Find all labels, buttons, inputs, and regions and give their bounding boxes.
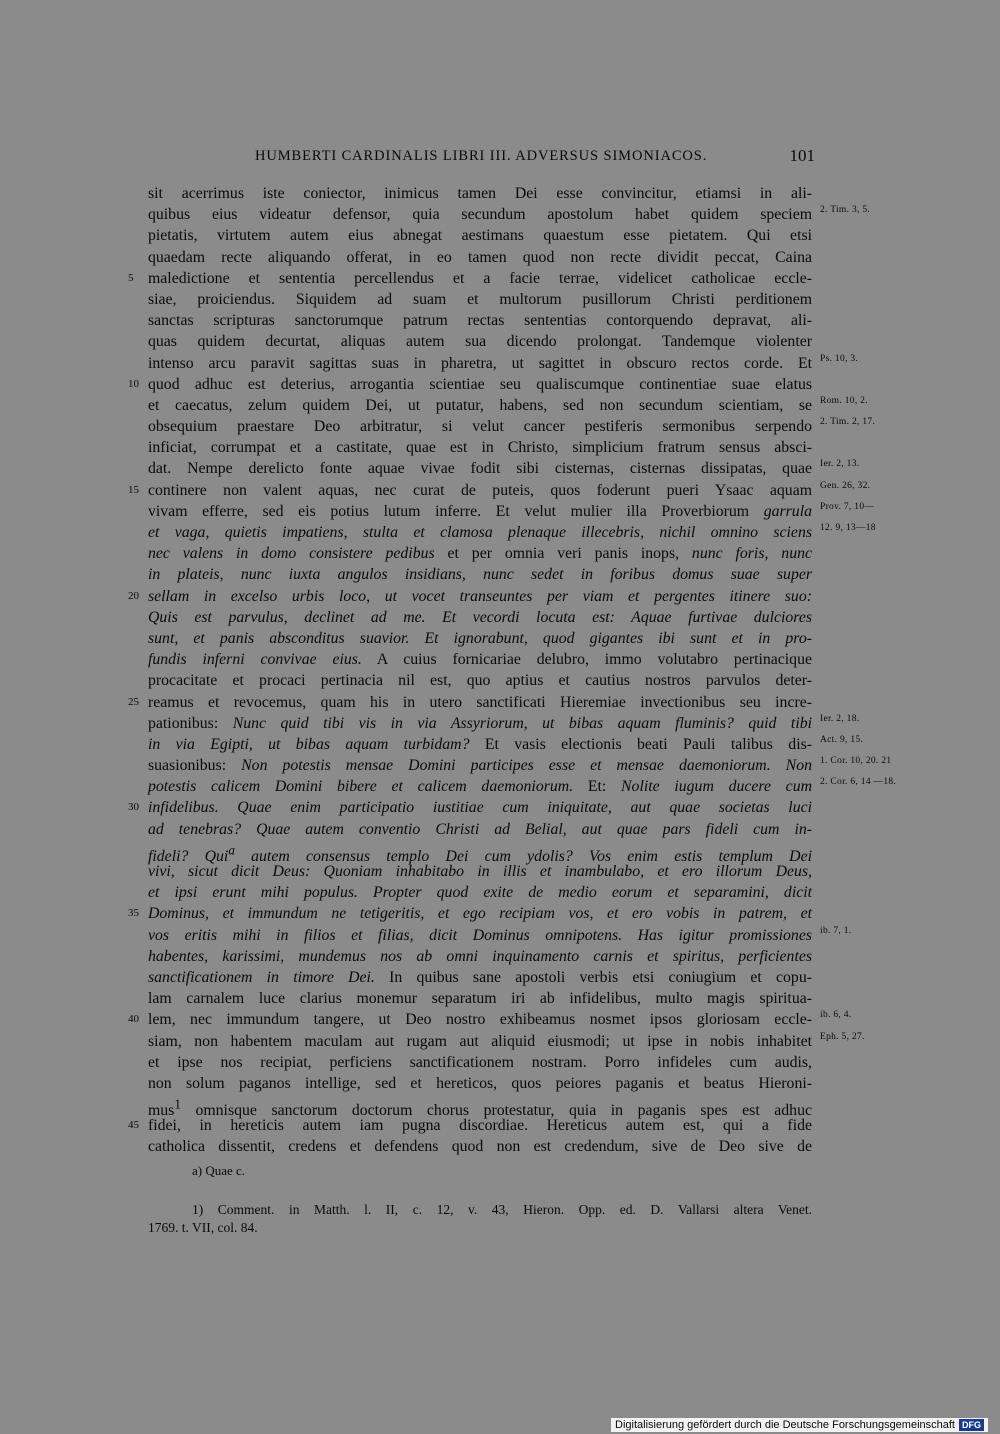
- text-line: [148, 522, 876, 543]
- margin-reference: Gen. 26, 32.: [820, 480, 871, 491]
- text-line: [148, 310, 812, 331]
- text-line: [148, 437, 812, 458]
- text-line: [148, 1052, 812, 1073]
- page-number: 101: [789, 146, 815, 165]
- margin-reference: 1. Cor. 10, 20. 21: [820, 756, 892, 767]
- line-text: sanctificationem in timore Dei. In quibus sane apostoli verbis etsi coniugium et copu-: [148, 968, 812, 986]
- text-line: [148, 755, 892, 776]
- line-text: non solum paganos intellige, sed et hereticos, quos peiores paganis et beatus Hieroni-: [148, 1074, 812, 1092]
- line-text: siam, non habentem maculam aut rugam aut aliquid eiusmodi; ut ipse in nobis inhabitet: [148, 1032, 812, 1050]
- text-line: [148, 988, 812, 1009]
- line-text: catholica dissentit, credens et defendens quod non est credendum, sive de Deo sive de: [148, 1138, 812, 1156]
- margin-reference: 12. 9, 13—18: [820, 523, 876, 533]
- line-number: 20: [128, 589, 139, 602]
- dfg-logo: DFG: [959, 1419, 984, 1431]
- text-line: [148, 564, 812, 585]
- line-number: 5: [128, 271, 134, 284]
- text-line: [148, 225, 812, 246]
- text-line: [148, 395, 868, 416]
- text-line: [148, 183, 812, 204]
- line-text: sunt, et panis absconditus suavior. Et ignorabunt, quod gigantes ibi sunt et in pro-: [148, 629, 812, 647]
- line-text: et vaga, quietis impatiens, stulta et clamosa plenaque illecebris, nichil omnino sciens: [148, 524, 812, 541]
- margin-reference: Eph. 5, 27.: [820, 1031, 865, 1042]
- footnote-1: [192, 1199, 812, 1220]
- text-line: [148, 670, 812, 691]
- margin-reference: Rom. 10, 2.: [820, 395, 868, 406]
- line-text: nec valens in domo consistere pedibus et per omnia veri panis inops, nunc foris, nunc: [148, 545, 813, 563]
- margin-reference: ib. 7, 1.: [820, 925, 852, 936]
- text-line: [148, 734, 864, 755]
- text-line: [148, 628, 812, 649]
- line-text: infidelibus. Quae enim participatio iustitiae cum iniquitate, aut quae societas luci: [148, 799, 812, 817]
- line-text: obsequium praestare Deo arbitratur, si velut cancer pestiferis sermonibus serpendo: [148, 418, 812, 436]
- line-text: sanctas scripturas sanctorumque patrum rectas sententias contorquendo depravat, ali-: [148, 312, 812, 330]
- line-text: reamus et revocemus, quam his in utero sanctificati Hieremiae invectionibus seu incre-: [148, 693, 812, 711]
- line-number: 15: [128, 483, 139, 496]
- text-line: [128, 1115, 812, 1136]
- margin-reference: Ier. 2, 18.: [820, 713, 860, 724]
- text-line: [148, 776, 897, 797]
- margin-reference: Act. 9, 15.: [820, 734, 864, 745]
- text-line: [148, 1031, 865, 1052]
- margin-reference: Ps. 10, 3.: [820, 353, 859, 364]
- text-line: [148, 458, 860, 479]
- line-text: mus$^1$ omnisque sanctorum doctorum chorus protestatur, quia in paganis spes est adhuc: [148, 1097, 812, 1120]
- footnote-1-line2: 1769. t. VII, col. 84.: [148, 1220, 258, 1235]
- line-text: fundis inferni convivae eius. A cuius fornicariae delubro, immo volutabro pertinacique: [148, 651, 812, 669]
- text-line: [128, 374, 812, 395]
- text-line: [148, 1136, 812, 1157]
- line-text: Dominus, et immundum ne tetigeritis, et ego recipiam vos, et ero vobis in patrem, et: [148, 905, 812, 923]
- line-text: lem, nec immundum tangere, ut Deo nostro exhibeamus nosmet ipsos gloriosam eccle-: [148, 1011, 812, 1029]
- line-text: quibus eius videatur defensor, quia secundum apostolum habet quidem speciem: [148, 206, 812, 224]
- text-line: [148, 1073, 812, 1094]
- line-text: siae, proiciendus. Siquidem ad suam et multorum pusillorum Christi perditionem: [148, 290, 812, 308]
- line-number: 25: [128, 695, 139, 708]
- funding-text: Digitalisierung gefördert durch die Deutsche Forschungsgemeinschaft: [615, 1419, 955, 1431]
- line-text: Quis est parvulus, declinet ad me. Et vecordi locuta est: Aquae furtivae dulciores: [148, 608, 812, 626]
- line-text: maledictione et sententia percellendus et a facie terrae, videlicet catholicae eccle-: [148, 269, 812, 287]
- line-text: habentes, karissimi, mundemus nos ab omni inquinamento carnis et spiritus, perficientes: [148, 947, 812, 965]
- line-text: in via Egipti, ut bibas aquam turbidam? Et vasis electionis beati Pauli talibus dis-: [148, 735, 812, 753]
- line-text: sit acerrimus iste coniector, inimicus tamen Dei esse convincitur, etiamsi in ali-: [148, 185, 812, 202]
- text-line: [148, 713, 860, 734]
- footnote-1-line1: 1) Comment. in Matth. l. II, c. 12, v. 43, Hieron. Opp. ed. D. Vallarsi altera Venet.: [192, 1202, 812, 1217]
- margin-reference: Ier. 2, 13.: [820, 459, 860, 470]
- line-text: pationibus: Nunc quid tibi vis in via Assyriorum, ut bibas aquam fluminis? quid tibi: [148, 714, 812, 732]
- text-line: [128, 586, 812, 607]
- line-text: vivam efferre, sed eis potius lutum inferre. Et velut mulier illa Proverbiorum garrula: [148, 502, 812, 520]
- line-text: suasionibus: Non potestis mensae Domini participes esse et mensae daemoniorum. Non: [148, 757, 812, 775]
- line-text: intenso arcu paravit sagittas suas in pharetra, ut sagittet in obscuro rectos corde. Et: [148, 354, 812, 372]
- line-text: procacitate et procaci pertinacia nil est, quo aptius et cautius nostros parvulos deter-: [148, 672, 812, 690]
- header-title: HUMBERTI CARDINALIS LIBRI III. ADVERSUS SIMONIACOS.: [255, 148, 708, 164]
- text-line: [148, 840, 812, 866]
- text-line: [148, 819, 812, 840]
- text-line: [148, 649, 812, 670]
- text-line: [148, 607, 812, 628]
- text-line: [148, 543, 812, 564]
- text-line: [148, 331, 812, 352]
- footnote-a: a) Quae c.: [192, 1163, 246, 1178]
- margin-reference: ib. 6, 4.: [820, 1010, 852, 1021]
- text-line: [148, 289, 812, 310]
- line-text: vos eritis mihi in filios et filias, dicit Dominus omnipotens. Has igitur promissiones: [148, 926, 812, 944]
- text-line: [148, 416, 876, 437]
- text-line: [128, 268, 812, 289]
- line-text: fideli? Qui$^a$ autem consensus templo Dei cum ydolis? Vos enim estis templum Dei: [148, 842, 812, 866]
- funding-footer: [611, 1418, 988, 1432]
- margin-reference: 2. Tim. 3, 5.: [820, 205, 871, 216]
- text-line: [128, 480, 871, 501]
- text-line: [148, 247, 812, 268]
- line-text: lam carnalem luce clarius monemur separatum iri ab infidelibus, multo magis spiritua-: [148, 990, 812, 1008]
- text-line: [148, 861, 812, 882]
- text-line: [128, 903, 812, 924]
- line-number: 30: [128, 801, 139, 814]
- line-number: 40: [128, 1013, 139, 1026]
- line-text: et ipse nos recipiat, perficiens sanctificationem nostram. Porro infideles cum audis,: [148, 1053, 812, 1071]
- text-line: [148, 882, 812, 903]
- line-text: dat. Nempe derelicto fonte aquae vivae fodit sibi cisternas, cisternas dissipatas, quae: [148, 460, 812, 478]
- text-line: [148, 204, 871, 225]
- text-line: [148, 501, 875, 522]
- text-line: [148, 1094, 812, 1120]
- line-text: quod adhuc est deterius, arrogantia scientiae seu qualiscumque continentiae suae elatus: [148, 375, 812, 393]
- line-text: et ipsi erunt mihi populus. Propter quod exite de medio eorum et separamini, dicit: [148, 884, 812, 902]
- text-line: [128, 797, 812, 818]
- line-text: in plateis, nunc iuxta angulos insidians, nunc sedet in foribus domus suae super: [148, 566, 812, 584]
- line-text: vivi, sicut dicit Deus: Quoniam inhabitabo in illis et inambulabo, et ero illorum Deus,: [148, 863, 812, 880]
- text-line: [148, 967, 812, 988]
- line-number: 10: [128, 377, 139, 390]
- line-text: inficiat, corrumpat et a castitate, quae est in Christo, simplicium fratrum sensus absci-: [148, 439, 812, 457]
- line-text: fidei, in hereticis autem iam pugna discordiae. Hereticus autem est, qui a fide: [148, 1117, 812, 1135]
- margin-reference: Prov. 7, 10—: [820, 501, 875, 512]
- main-text: [128, 183, 897, 1158]
- text-line: [128, 692, 812, 713]
- line-text: quas quidem decurtat, aliquas autem sua dicendo prolongat. Tandemque violenter: [148, 333, 812, 351]
- text-line: [148, 946, 812, 967]
- line-text: pietatis, virtutem autem eius abnegat aestimans quaestum esse pietatem. Qui etsi: [148, 227, 812, 245]
- line-text: continere non valent aquas, nec curat de puteis, quos foderunt pueri Ysaac aquam: [148, 481, 812, 499]
- text-line: [148, 925, 852, 946]
- line-text: sellam in excelso urbis loco, ut vocet transeuntes per viam et pergentes itinere suo:: [148, 587, 812, 605]
- line-number: 45: [128, 1119, 139, 1132]
- line-text: et caecatus, zelum quidem Dei, ut putatur, habens, sed non secundum scientiam, se: [148, 396, 812, 414]
- running-header: [255, 148, 815, 170]
- line-text: quaedam recte aliquando offerat, in eo tamen quod non recte dividit peccat, Caina: [148, 248, 812, 266]
- line-number: 35: [128, 907, 139, 920]
- text-line: [148, 353, 859, 374]
- line-text: ad tenebras? Quae autem conventio Christi ad Belial, aut quae pars fideli cum in-: [148, 820, 812, 838]
- text-line: [128, 1009, 852, 1030]
- margin-reference: 2. Cor. 6, 14 —18.: [820, 777, 897, 788]
- line-text: potestis calicem Domini bibere et calicem daemoniorum. Et: Nolite iugum ducere cum: [148, 778, 813, 796]
- margin-reference: 2. Tim. 2, 17.: [820, 417, 876, 428]
